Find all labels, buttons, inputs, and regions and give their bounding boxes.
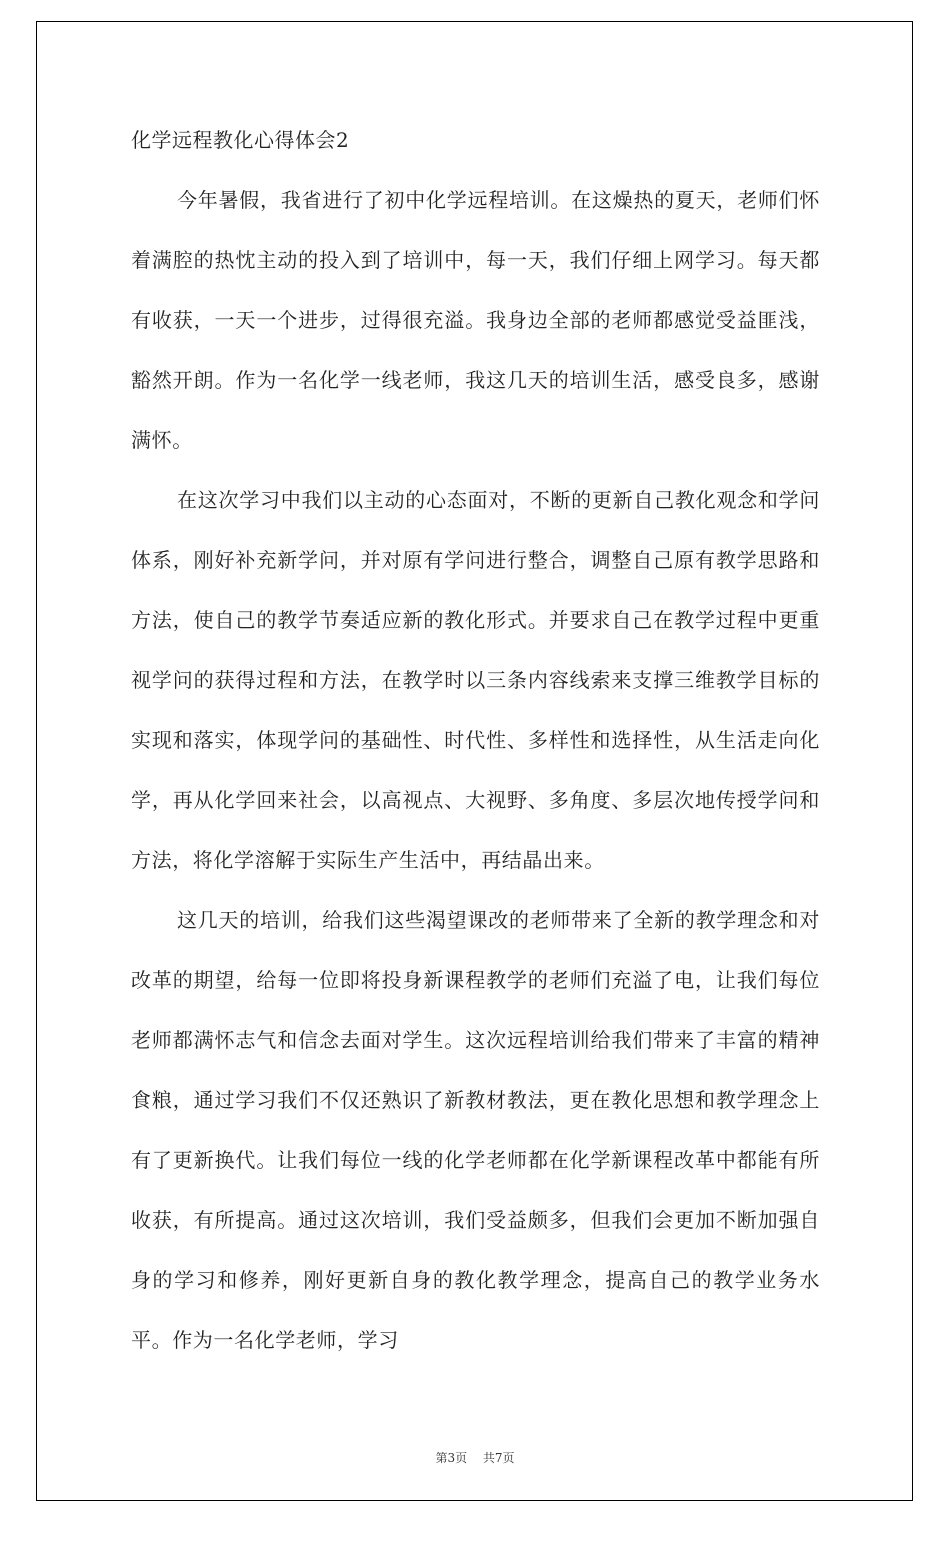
document-title: 化学远程教化心得体会2	[131, 128, 350, 152]
paragraph-3: 这几天的培训，给我们这些渴望课改的老师带来了全新的教学理念和对改革的期望，给每一位即将投身新课程教学的老师们充溢了电，让我们每位老师都满怀志气和信念去面对学生。这次远程培训给我们带来了丰富的精神食粮，通过学习我们不仅还熟识了新教材教法，更在教化思想和教学理念上有了更新换代。让我们每位一线的化学老师都在化学新课程改革中都能有所收获，有所提高。通过这次培训，我们受益颇多，但我们会更加不断加强自身的学习和修养，刚好更新自身的教化教学理念，提高自己的教学业务水平。作为一名化学老师，学习	[131, 908, 820, 1352]
paragraph-2: 在这次学习中我们以主动的心态面对，不断的更新自己教化观念和学问体系，刚好补充新学问，并对原有学问进行整合，调整自己原有教学思路和方法，使自己的教学节奏适应新的教化形式。并要求自己在教学过程中更重视学问的获得过程和方法，在教学时以三条内容线索来支撑三维教学目标的实现和落实，体现学问的基础性、时代性、多样性和选择性，从生活走向化学，再从化学回来社会，以高视点、大视野、多角度、多层次地传授学问和方法，将化学溶解于实际生产生活中，再结晶出来。	[131, 488, 820, 872]
total-pages: 共7页	[482, 1451, 515, 1465]
document-body	[131, 110, 820, 1370]
paragraph-1: 今年暑假，我省进行了初中化学远程培训。在这燥热的夏天，老师们怀着满腔的热忱主动的投入到了培训中，每一天，我们仔细上网学习。每天都有收获，一天一个进步，过得很充溢。我身边全部的老师都感觉受益匪浅，豁然开朗。作为一名化学一线老师，我这几天的培训生活，感受良多，感谢满怀。	[131, 188, 820, 452]
page-number: 第3页	[435, 1451, 468, 1465]
page-footer	[0, 1448, 950, 1468]
